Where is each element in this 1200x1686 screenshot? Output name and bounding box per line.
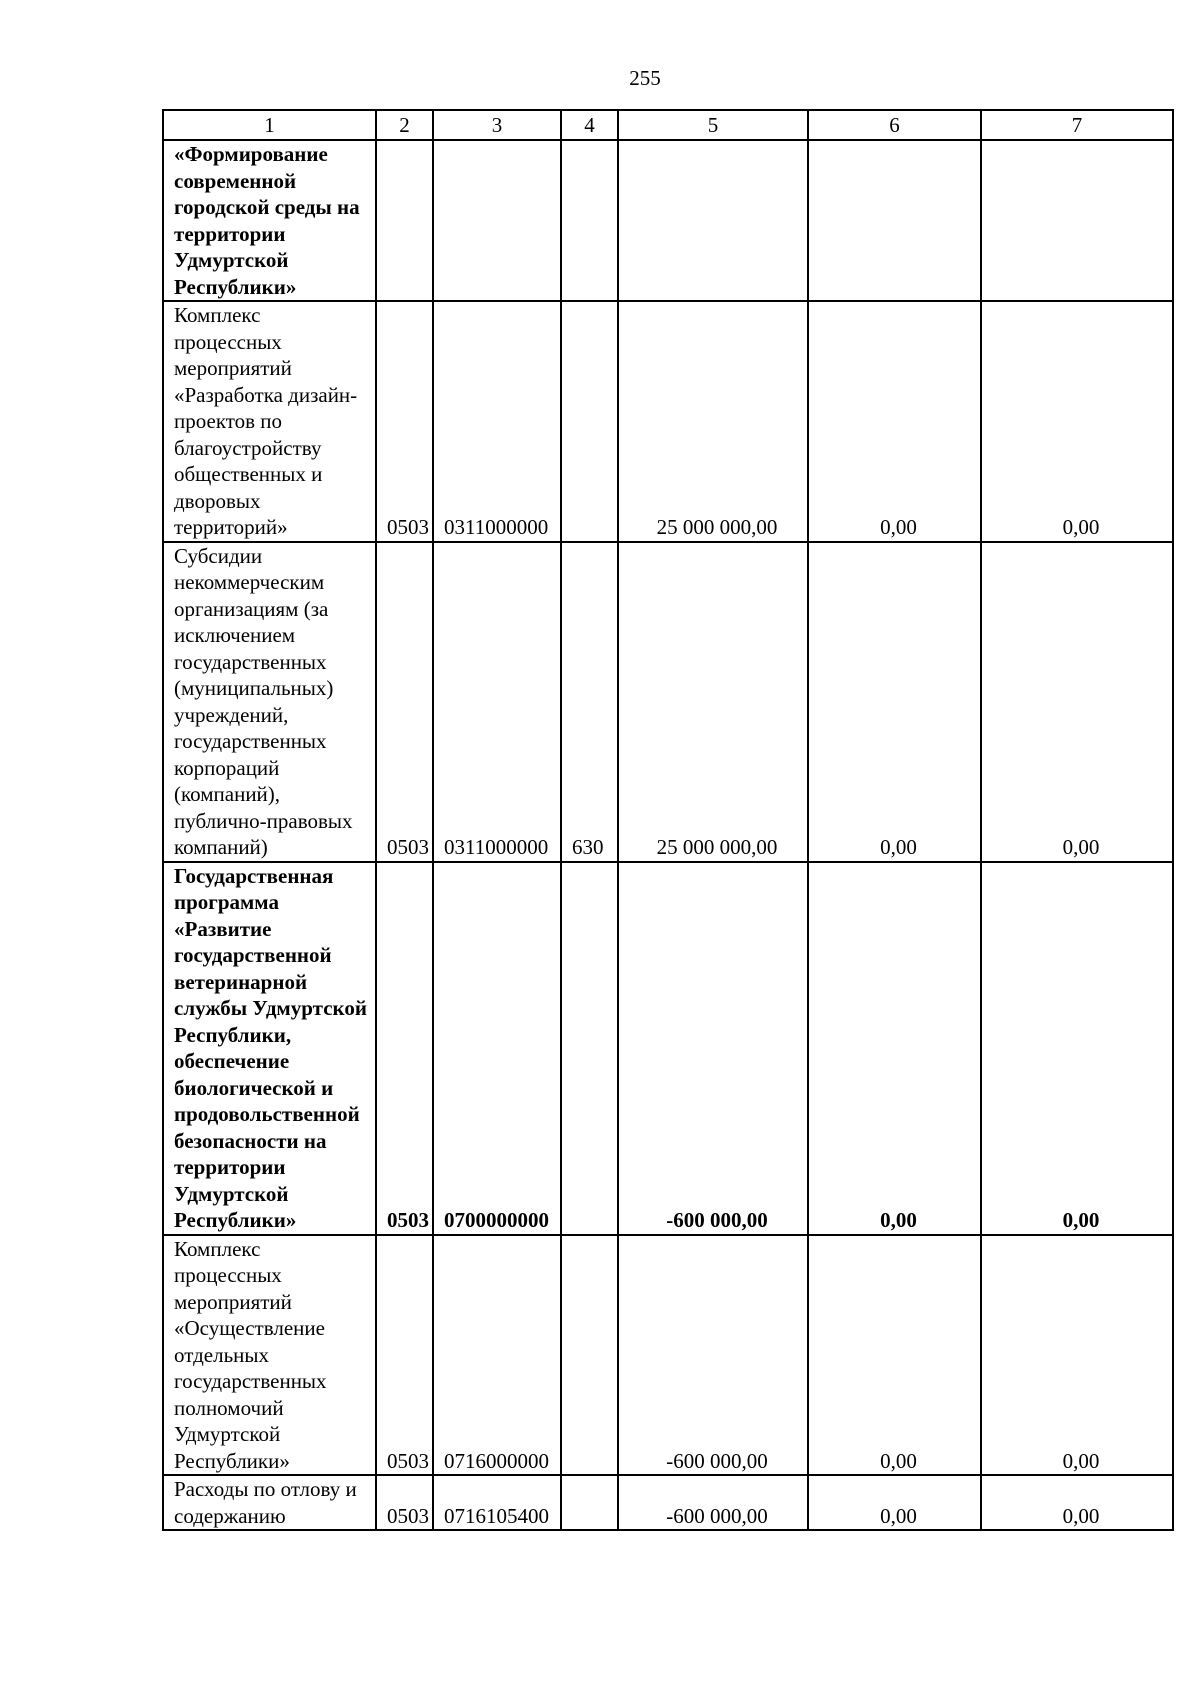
row-section: 0503 xyxy=(376,301,433,542)
row-amount-6 xyxy=(808,140,981,301)
column-header: 4 xyxy=(561,110,618,140)
row-amount-7: 0,00 xyxy=(981,1475,1173,1530)
row-section: 0503 xyxy=(376,1475,433,1530)
column-header: 7 xyxy=(981,110,1173,140)
row-expense-type xyxy=(561,140,618,301)
table-row xyxy=(163,1475,1173,1530)
row-section xyxy=(376,140,433,301)
row-expense-type xyxy=(561,301,618,542)
table-row xyxy=(163,542,1173,862)
row-target xyxy=(433,140,561,301)
table-row xyxy=(163,301,1173,542)
row-expense-type xyxy=(561,1235,618,1476)
row-amount-5 xyxy=(618,140,808,301)
table-row xyxy=(163,1235,1173,1476)
row-amount-7: 0,00 xyxy=(981,301,1173,542)
row-section: 0503 xyxy=(376,1235,433,1476)
row-amount-7: 0,00 xyxy=(981,1235,1173,1476)
column-header: 5 xyxy=(618,110,808,140)
row-amount-7 xyxy=(981,140,1173,301)
row-name: Субсидии некоммерческим организациям (за исключением государственных (муниципальных) учреждений, государственных корпораций (компаний), публично-правовых компаний) xyxy=(163,542,376,862)
row-expense-type xyxy=(561,862,618,1235)
row-target: 0700000000 xyxy=(433,862,561,1235)
row-amount-5: -600 000,00 xyxy=(618,862,808,1235)
row-amount-7: 0,00 xyxy=(981,542,1173,862)
header-row xyxy=(163,110,1173,140)
row-amount-5: 25 000 000,00 xyxy=(618,542,808,862)
row-target: 0716000000 xyxy=(433,1235,561,1476)
row-amount-6: 0,00 xyxy=(808,862,981,1235)
row-amount-6: 0,00 xyxy=(808,542,981,862)
row-name: Государственная программа «Развитие государственной ветеринарной службы Удмуртской Республики, обеспечение биологической и продовольственной безопасности на территории Удмуртской Республики» xyxy=(163,862,376,1235)
row-name: Комплекс процессных мероприятий «Разработка дизайн-проектов по благоустройству общественных и дворовых территорий» xyxy=(163,301,376,542)
column-header: 3 xyxy=(433,110,561,140)
row-amount-5: -600 000,00 xyxy=(618,1235,808,1476)
row-expense-type: 630 xyxy=(561,542,618,862)
row-section: 0503 xyxy=(376,542,433,862)
row-name: Комплекс процессных мероприятий «Осуществление отдельных государственных полномочий Удмуртской Республики» xyxy=(163,1235,376,1476)
row-name: «Формирование современной городской среды на территории Удмуртской Республики» xyxy=(163,140,376,301)
row-expense-type xyxy=(561,1475,618,1530)
page-number: 255 xyxy=(629,66,661,90)
budget-table xyxy=(162,109,1174,1531)
table-row xyxy=(163,140,1173,301)
column-header: 1 xyxy=(163,110,376,140)
row-amount-6: 0,00 xyxy=(808,1475,981,1530)
row-amount-5: -600 000,00 xyxy=(618,1475,808,1530)
row-target: 0311000000 xyxy=(433,301,561,542)
row-amount-7: 0,00 xyxy=(981,862,1173,1235)
row-name: Расходы по отлову и содержанию xyxy=(163,1475,376,1530)
column-header: 6 xyxy=(808,110,981,140)
table-row xyxy=(163,862,1173,1235)
row-amount-6: 0,00 xyxy=(808,1235,981,1476)
row-target: 0716105400 xyxy=(433,1475,561,1530)
row-amount-6: 0,00 xyxy=(808,301,981,542)
column-header: 2 xyxy=(376,110,433,140)
row-target: 0311000000 xyxy=(433,542,561,862)
row-section: 0503 xyxy=(376,862,433,1235)
row-amount-5: 25 000 000,00 xyxy=(618,301,808,542)
